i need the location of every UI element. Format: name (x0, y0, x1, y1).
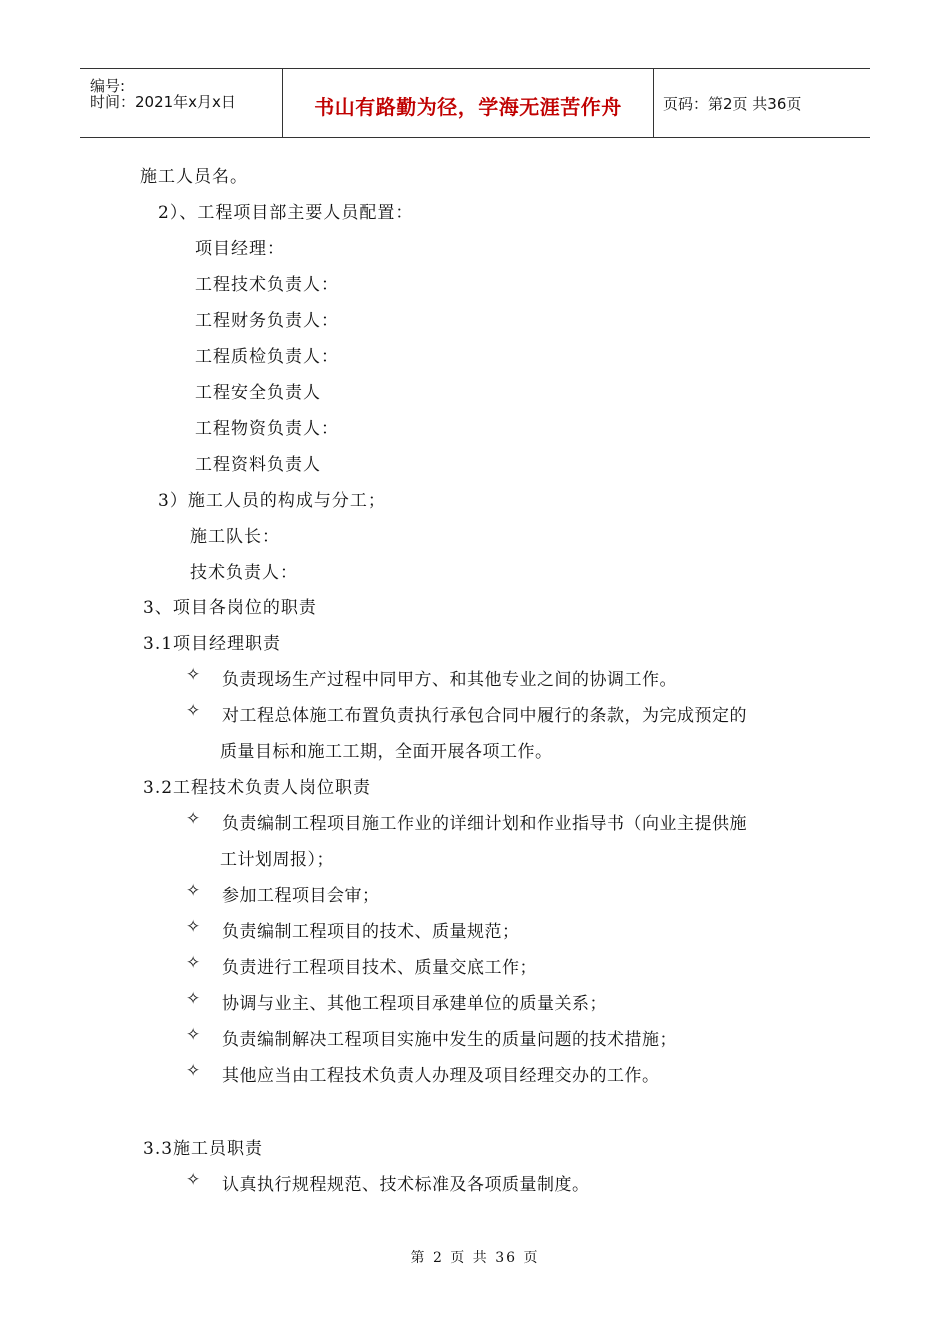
header-motto: 书山有路勤为径，学海无涯苦作舟 (314, 95, 622, 119)
tech-duties-heading: 3.2工程技术负责人岗位职责 (143, 778, 372, 798)
bullet-continuation: 质量目标和施工工期，全面开展各项工作。 (220, 742, 553, 762)
header-page-label: 页码：第2页 共36页 (663, 95, 802, 113)
diamond-bullet-icon: ✧ (186, 665, 201, 685)
bullet-text: 负责现场生产过程中同甲方、和其他专业之间的协调工作。 (222, 670, 677, 690)
worker-composition-heading: 3）施工人员的构成与分工； (158, 491, 386, 511)
bullet-text: 协调与业主、其他工程项目承建单位的质量关系； (222, 994, 607, 1014)
staff-item: 工程资料负责人 (195, 455, 321, 475)
date-label: 时间：2021年x月x日 (90, 93, 236, 111)
pm-duties-heading: 3.1项目经理职责 (143, 634, 282, 654)
diamond-bullet-icon: ✧ (186, 1061, 201, 1081)
diamond-bullet-icon: ✧ (186, 989, 201, 1009)
staff-item: 工程质检负责人： (195, 347, 339, 367)
staff-item: 工程安全负责人 (195, 383, 321, 403)
header-motto-cell (282, 69, 654, 137)
document-header (80, 68, 870, 138)
number-label: 编号: (90, 77, 126, 95)
bullet-text: 负责进行工程项目技术、质量交底工作； (222, 958, 537, 978)
staff-item: 项目经理： (195, 239, 285, 259)
bullet-text: 负责编制解决工程项目实施中发生的质量问题的技术措施； (222, 1030, 677, 1050)
diamond-bullet-icon: ✧ (186, 701, 201, 721)
diamond-bullet-icon: ✧ (186, 881, 201, 901)
bullet-text: 其他应当由工程技术负责人办理及项目经理交办的工作。 (222, 1066, 660, 1086)
staff-config-heading: 2）、工程项目部主要人员配置： (158, 203, 414, 223)
bullet-text: 参加工程项目会审； (222, 886, 380, 906)
page-footer: 第 2 页 共 36 页 (410, 1250, 540, 1266)
header-meta-cell (80, 69, 282, 137)
worker-item: 施工队长： (190, 527, 280, 547)
diamond-bullet-icon: ✧ (186, 1170, 201, 1190)
diamond-bullet-icon: ✧ (186, 917, 201, 937)
diamond-bullet-icon: ✧ (186, 809, 201, 829)
bullet-continuation: 工计划周报）； (220, 850, 334, 870)
bullet-text: 对工程总体施工布置负责执行承包合同中履行的条款，为完成预定的 (222, 706, 747, 726)
worker-item: 技术负责人： (190, 563, 298, 583)
worker-duties-heading: 3.3施工员职责 (143, 1139, 264, 1159)
bullet-text: 认真执行规程规范、技术标准及各项质量制度。 (222, 1175, 590, 1195)
diamond-bullet-icon: ✧ (186, 1025, 201, 1045)
bullet-text: 负责编制工程项目的技术、质量规范； (222, 922, 520, 942)
intro-line: 施工人员名。 (140, 167, 248, 187)
staff-item: 工程财务负责人： (195, 311, 339, 331)
duties-heading: 3、项目各岗位的职责 (143, 598, 317, 618)
diamond-bullet-icon: ✧ (186, 953, 201, 973)
bullet-text: 负责编制工程项目施工作业的详细计划和作业指导书（向业主提供施 (222, 814, 747, 834)
staff-item: 工程物资负责人： (195, 419, 339, 439)
staff-item: 工程技术负责人： (195, 275, 339, 295)
header-page-cell (653, 69, 870, 137)
